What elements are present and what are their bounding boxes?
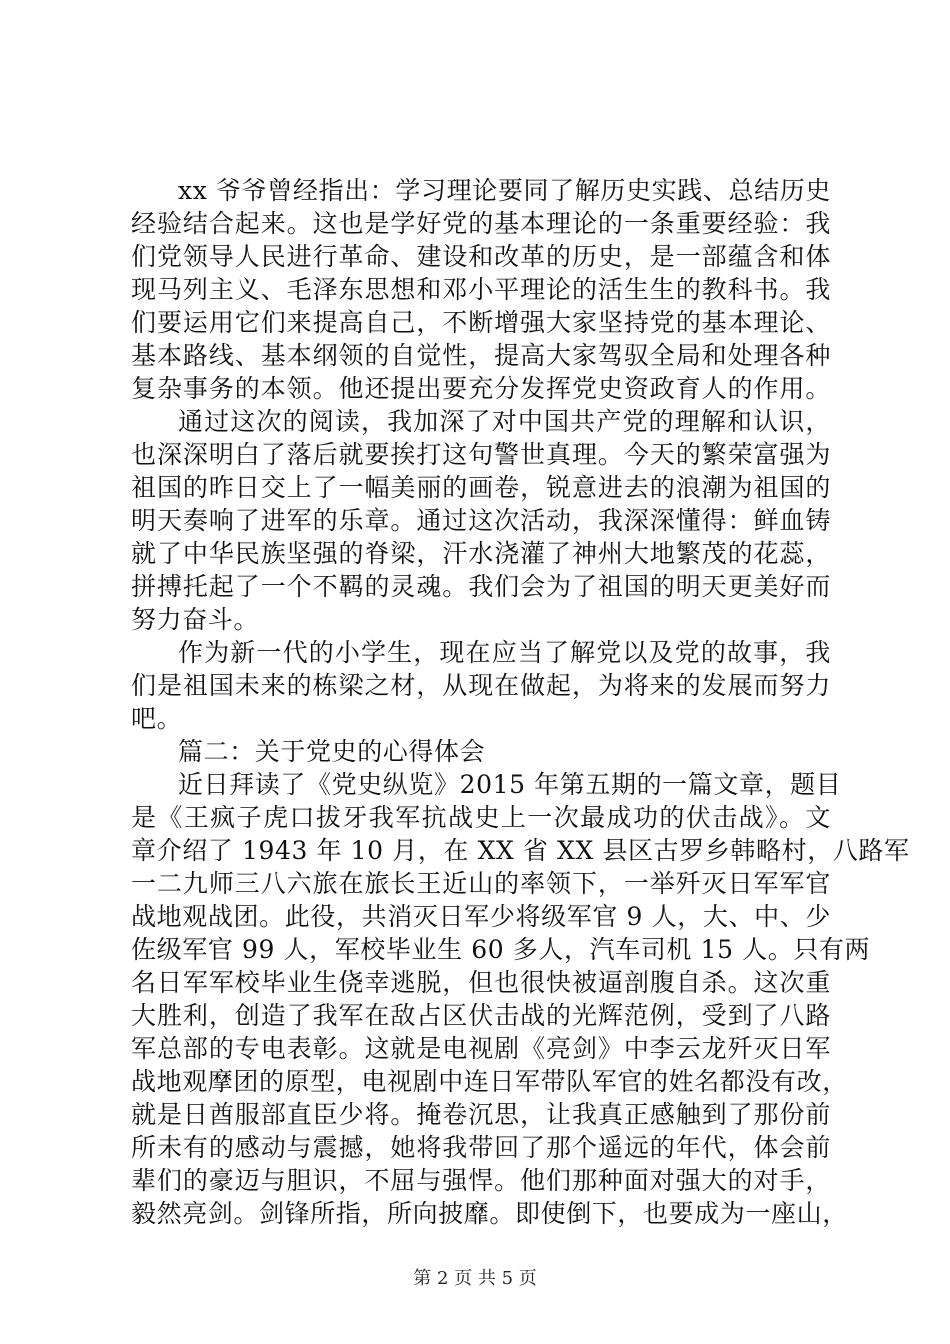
text-line: 们要运用它们来提高自己，不断增强大家坚持党的基本理论、 — [131, 308, 831, 337]
text-line: 努力奋斗。 — [131, 605, 260, 634]
section-heading: 篇二：关于党史的心得体会 — [178, 737, 486, 766]
text-line: 吧。 — [131, 704, 183, 733]
text-line: 是《王疯子虎口拔牙我军抗战史上一次最成功的伏击战》。文 — [131, 803, 831, 832]
text-line: 也深深明白了落后就要挨打这句警世真理。今天的繁荣富强为 — [131, 440, 831, 469]
text-line: 战地观战团。此役，共消灭日军少将级军官 9 人，大、中、少 — [131, 902, 831, 931]
page-footer: 第 2 页 共 5 页 — [413, 1268, 537, 1289]
text-line: 军总部的专电表彰。这就是电视剧《亮剑》中李云龙歼灭日军 — [131, 1034, 831, 1063]
text-line: 复杂事务的本领。他还提出要充分发挥党史资政育人的作用。 — [131, 374, 831, 403]
text-line: 辈们的豪迈与胆识，不屈与强悍。他们那种面对强大的对手， — [131, 1166, 831, 1195]
text-line: 基本路线、基本纲领的自觉性，提高大家驾驭全局和处理各种 — [131, 341, 831, 370]
text-line: 经验结合起来。这也是学好党的基本理论的一条重要经验：我 — [131, 209, 831, 238]
text-line: 祖国的昨日交上了一幅美丽的画卷，锐意进去的浪潮为祖国的 — [131, 473, 831, 502]
text-line: 拼搏托起了一个不羁的灵魂。我们会为了祖国的明天更美好而 — [131, 572, 831, 601]
text-line: 名日军军校毕业生侥幸逃脱，但也很快被逼剖腹自杀。这次重 — [131, 968, 831, 997]
text-line: 就了中华民族坚强的脊梁，汗水浇灌了神州大地繁茂的花蕊， — [131, 539, 831, 568]
text-line: 章介绍了 1943 年 10 月，在 XX 省 XX 县区古罗乡韩略村，八路军 — [131, 836, 910, 865]
text-line: 们是祖国未来的栋梁之材，从现在做起，为将来的发展而努力 — [131, 671, 831, 700]
text-line: 大胜利，创造了我军在敌占区伏击战的光辉范例，受到了八路 — [131, 1001, 831, 1030]
text-line: 一二九师三八六旅在旅长王近山的率领下，一举歼灭日军军官 — [131, 869, 831, 898]
text-line: 通过这次的阅读，我加深了对中国共产党的理解和认识， — [178, 407, 831, 436]
text-line: 就是日酋服部直臣少将。掩卷沉思，让我真正感触到了那份前 — [131, 1100, 831, 1129]
text-line: 近日拜读了《党史纵览》2015 年第五期的一篇文章，题目 — [178, 770, 842, 799]
text-line: 明天奏响了进军的乐章。通过这次活动，我深深懂得：鲜血铸 — [131, 506, 831, 535]
text-line: 毅然亮剑。剑锋所指，所向披靡。即使倒下，也要成为一座山， — [131, 1199, 848, 1228]
text-line: 佐级军官 99 人，军校毕业生 60 多人，汽车司机 15 人。只有两 — [131, 935, 871, 964]
text-line: 作为新一代的小学生，现在应当了解党以及党的故事，我 — [178, 638, 831, 667]
text-line: 现马列主义、毛泽东思想和邓小平理论的活生生的教科书。我 — [131, 275, 831, 304]
text-line: 战地观摩团的原型，电视剧中连日军带队军官的姓名都没有改， — [131, 1067, 848, 1096]
text-line: 所未有的感动与震撼，她将我带回了那个遥远的年代，体会前 — [131, 1133, 831, 1162]
text-line: xx 爷爷曾经指出：学习理论要同了解历史实践、总结历史 — [178, 176, 831, 205]
text-line: 们党领导人民进行革命、建设和改革的历史，是一部蕴含和体 — [131, 242, 831, 271]
